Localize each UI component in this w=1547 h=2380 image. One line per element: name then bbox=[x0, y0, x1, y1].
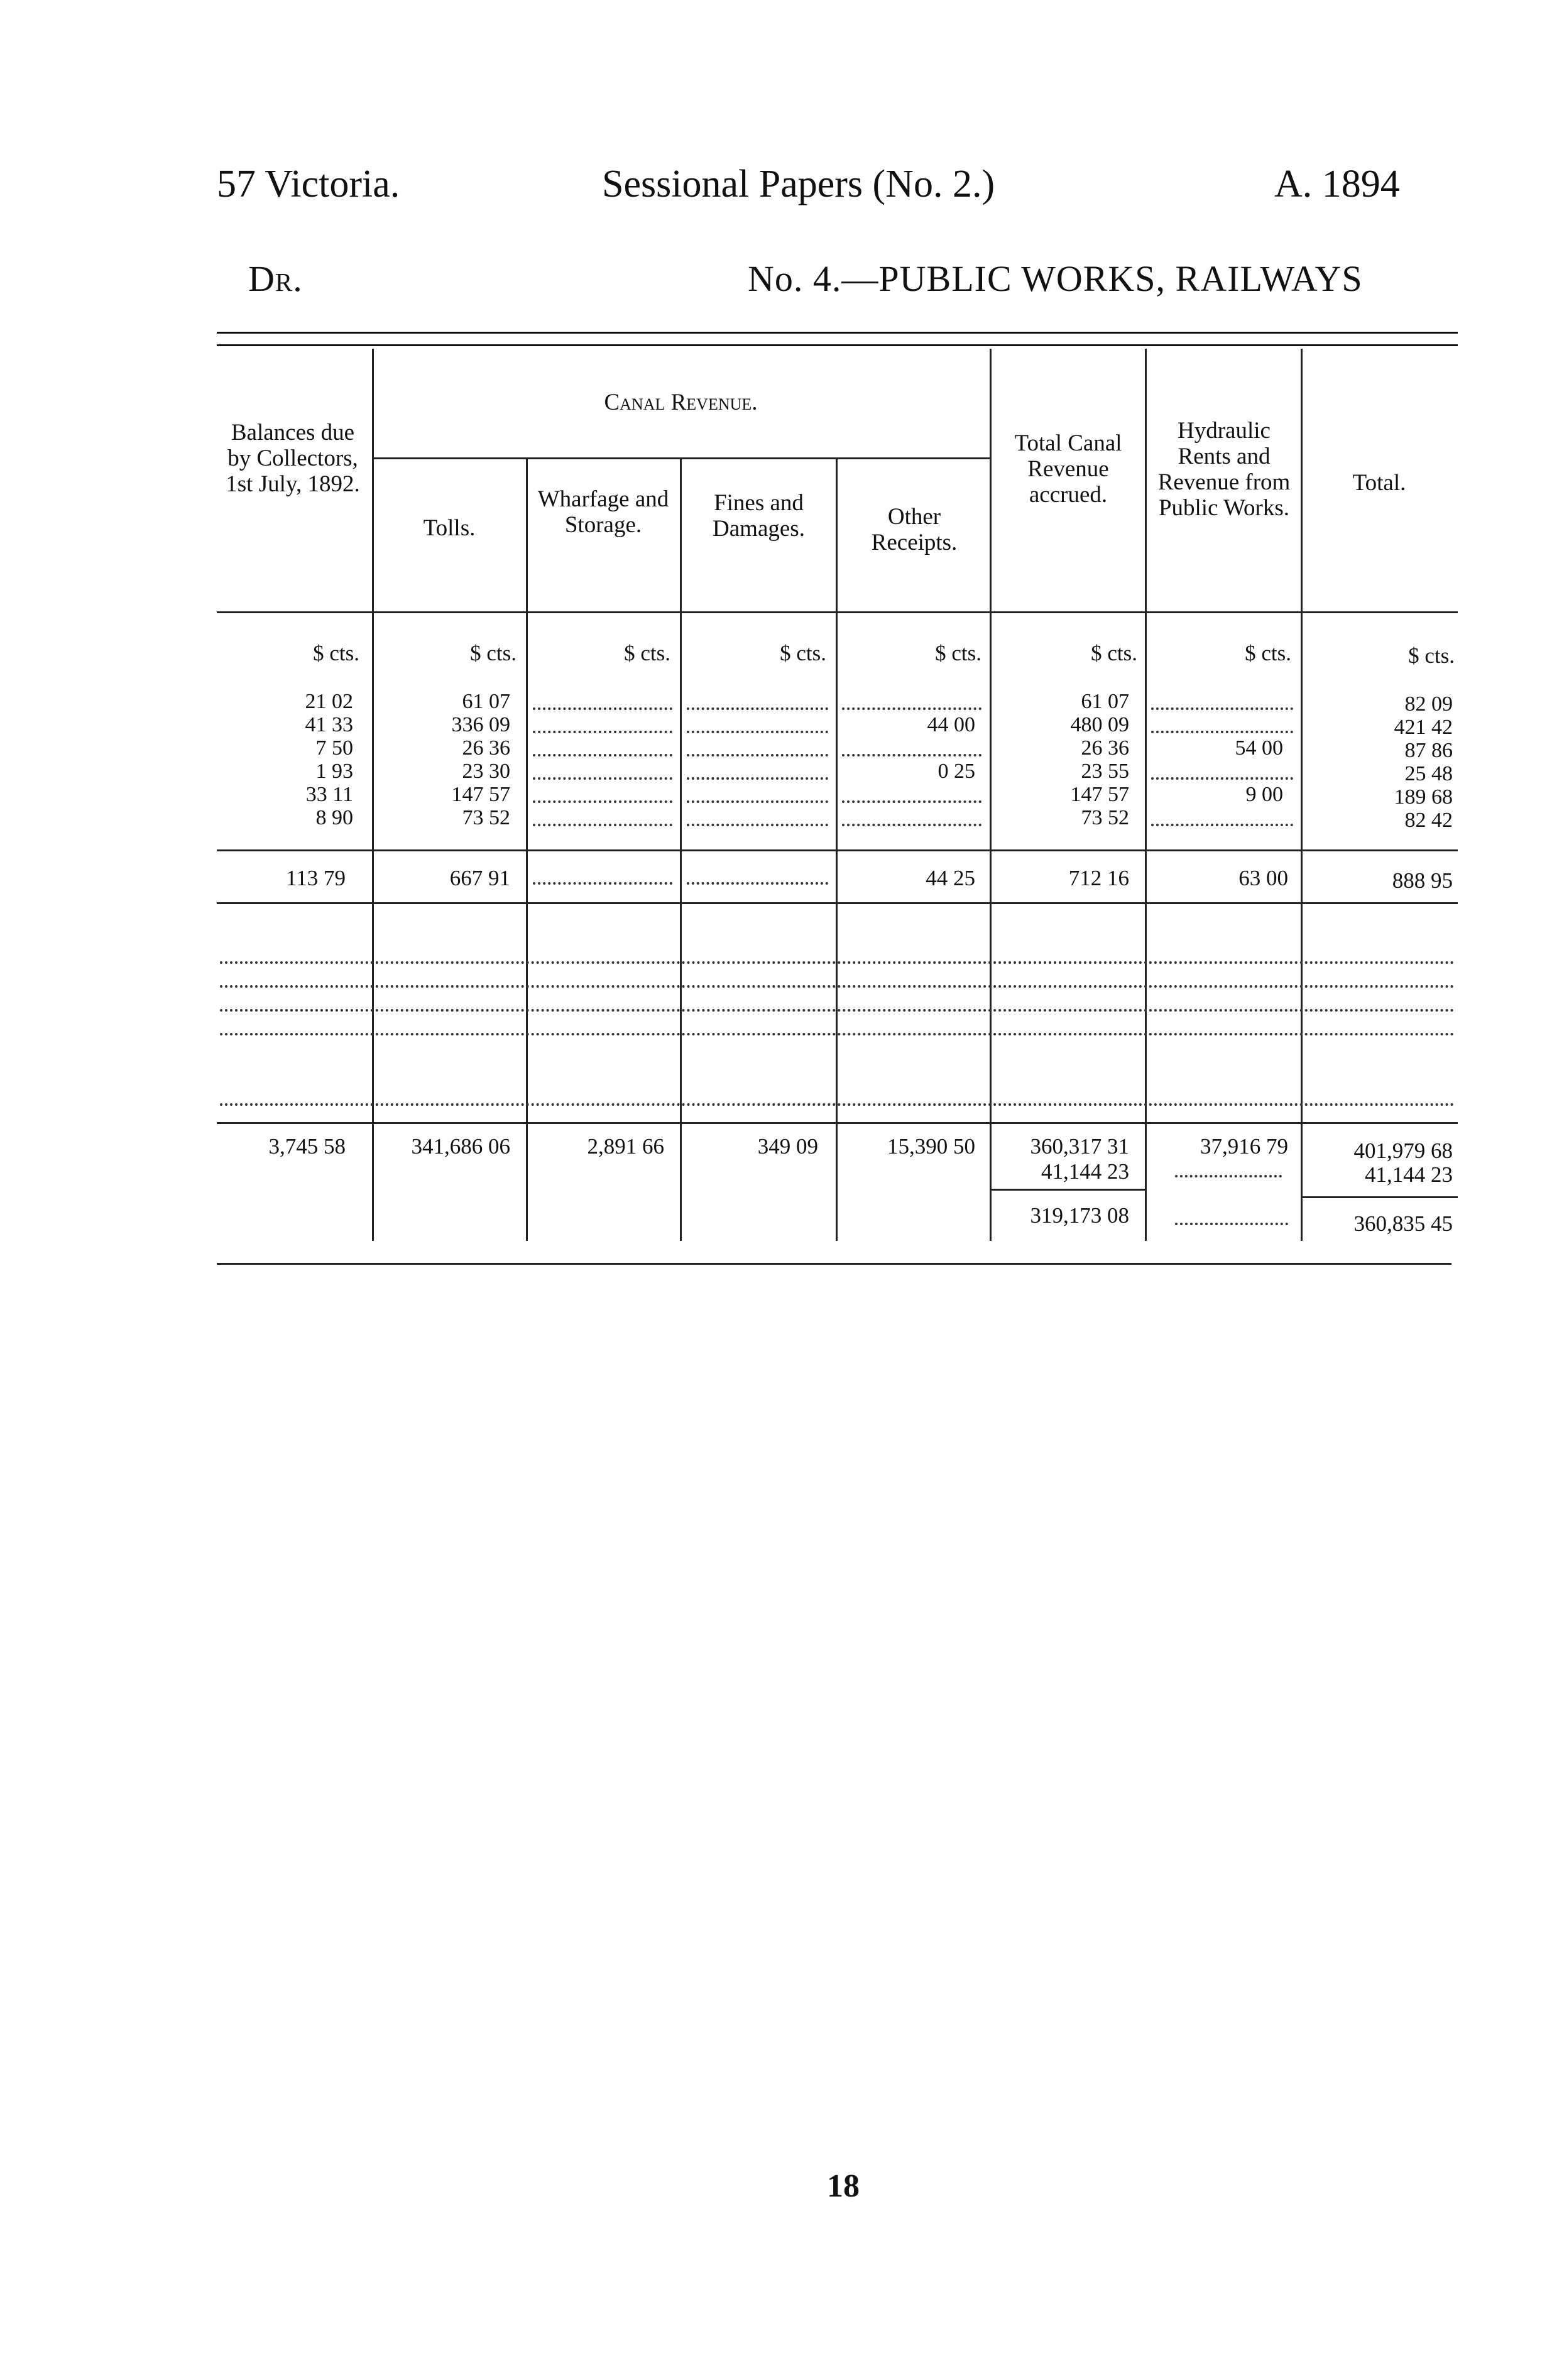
dotted-leader bbox=[533, 800, 672, 803]
detail-other-receipts: 44 00 0 25 bbox=[927, 713, 975, 783]
detail-hydraulic: 54 00 9 00 bbox=[1235, 736, 1283, 806]
dotted-leader bbox=[687, 777, 828, 780]
col-header-wharfage: Wharfage and Storage. bbox=[537, 486, 669, 538]
detail-tolls: 61 07 336 09 26 36 23 30 147 57 73 52 bbox=[451, 690, 510, 829]
col-divider bbox=[990, 349, 992, 1241]
col-divider bbox=[372, 349, 374, 1241]
year-label: A. 1894 bbox=[1274, 163, 1400, 205]
subtotal-tolls: 667 91 bbox=[449, 866, 510, 890]
col-divider bbox=[1301, 349, 1303, 1241]
deduction-total-canal: 41,144 23 bbox=[1041, 1159, 1129, 1184]
grand-total-tolls: 341,686 06 bbox=[411, 1134, 510, 1159]
page-number: 18 bbox=[827, 2168, 860, 2204]
blank-dotted-row bbox=[220, 985, 1455, 988]
col-header-balances: Balances due by Collectors, 1st July, 1892. bbox=[226, 420, 360, 497]
unit-cell: $ cts. bbox=[1408, 643, 1455, 668]
grand-total-rule bbox=[217, 1122, 1458, 1124]
detail-total-canal: 61 07 480 09 26 36 23 55 147 57 73 52 bbox=[1070, 690, 1129, 829]
dotted-leader bbox=[1151, 731, 1293, 733]
session-label: 57 Victoria. bbox=[217, 163, 400, 205]
dotted-leader bbox=[533, 824, 672, 826]
dotted-leader bbox=[842, 754, 981, 756]
subtotal-other-receipts: 44 25 bbox=[926, 866, 975, 890]
dotted-leader bbox=[533, 707, 672, 710]
deduction-total: 41,144 23 bbox=[1365, 1162, 1453, 1187]
statement-title: No. 4.—PUBLIC WORKS, RAILWAYS bbox=[748, 258, 1363, 299]
net-rule bbox=[1301, 1196, 1458, 1198]
dotted-leader bbox=[1151, 777, 1293, 780]
dotted-leader bbox=[1151, 707, 1293, 710]
sessional-papers-label: Sessional Papers (No. 2.) bbox=[602, 163, 995, 205]
col-header-fines: Fines and Damages. bbox=[713, 490, 805, 542]
grand-total-wharfage: 2,891 66 bbox=[587, 1134, 664, 1159]
unit-cell: $ cts. bbox=[780, 641, 826, 665]
debit-label: Dr. bbox=[248, 258, 303, 299]
net-rule bbox=[990, 1189, 1145, 1191]
col-header-hydraulic-rents: Hydraulic Rents and Revenue from Public Works. bbox=[1157, 418, 1291, 521]
header-bottom-rule bbox=[217, 611, 1458, 613]
dotted-leader bbox=[533, 754, 672, 756]
blank-dotted-row bbox=[220, 961, 1455, 964]
net-total-canal: 319,173 08 bbox=[1030, 1203, 1129, 1228]
unit-cell: $ cts. bbox=[470, 641, 517, 665]
subtotal-total-canal: 712 16 bbox=[1068, 866, 1129, 890]
detail-balances: 21 02 41 33 7 50 1 93 33 11 8 90 bbox=[305, 690, 353, 829]
dotted-leader bbox=[687, 754, 828, 756]
dotted-leader bbox=[687, 800, 828, 803]
col-header-tolls: Tolls. bbox=[423, 515, 476, 541]
subtotal-bottom-rule bbox=[217, 902, 1458, 904]
net-total: 360,835 45 bbox=[1353, 1211, 1453, 1236]
col-header-total-canal-revenue: Total Canal Revenue accrued. bbox=[1014, 430, 1122, 508]
dotted-leader bbox=[842, 707, 981, 710]
subtotal-balances: 113 79 bbox=[286, 866, 346, 890]
blank-dotted-row bbox=[220, 1033, 1455, 1035]
unit-cell: $ cts. bbox=[313, 641, 359, 665]
grand-total-balances: 3,745 58 bbox=[268, 1134, 346, 1159]
dotted-leader bbox=[1175, 1175, 1282, 1177]
unit-cell: $ cts. bbox=[935, 641, 981, 665]
col-header-other-receipts: Other Receipts. bbox=[871, 504, 958, 555]
top-rule bbox=[217, 332, 1458, 334]
blank-dotted-row bbox=[220, 1103, 1455, 1106]
unit-cell: $ cts. bbox=[1245, 641, 1291, 665]
dotted-leader bbox=[687, 882, 828, 885]
subtotal-top-rule bbox=[217, 849, 1458, 851]
dotted-leader bbox=[687, 731, 828, 733]
subtotal-total: 888 95 bbox=[1392, 868, 1453, 893]
col-divider bbox=[1145, 349, 1147, 1241]
dotted-leader bbox=[842, 800, 981, 803]
grand-total-fines: 349 09 bbox=[757, 1134, 818, 1159]
table-bottom-rule bbox=[217, 1263, 1451, 1265]
dotted-leader bbox=[1175, 1223, 1288, 1225]
group-header-canal-revenue: Canal Revenue. bbox=[604, 390, 758, 415]
unit-cell: $ cts. bbox=[1091, 641, 1137, 665]
col-header-total: Total. bbox=[1352, 470, 1406, 496]
grand-total-hydraulic: 37,916 79 bbox=[1200, 1134, 1288, 1159]
detail-total: 82 09 421 42 87 86 25 48 189 68 82 42 bbox=[1394, 692, 1453, 832]
subtotal-hydraulic: 63 00 bbox=[1238, 866, 1288, 890]
dotted-leader bbox=[842, 824, 981, 826]
dotted-leader bbox=[533, 731, 672, 733]
group-header-rule bbox=[372, 457, 990, 459]
dotted-leader bbox=[1151, 824, 1293, 826]
dotted-leader bbox=[687, 707, 828, 710]
blank-dotted-row bbox=[220, 1009, 1455, 1012]
dotted-leader bbox=[533, 882, 672, 885]
grand-total-total-canal: 360,317 31 bbox=[1030, 1134, 1129, 1159]
dotted-leader bbox=[687, 824, 828, 826]
grand-total-other-receipts: 15,390 50 bbox=[887, 1134, 975, 1159]
unit-cell: $ cts. bbox=[624, 641, 670, 665]
grand-total-total: 401,979 68 bbox=[1353, 1138, 1453, 1163]
dotted-leader bbox=[533, 777, 672, 780]
top-rule-second bbox=[217, 344, 1458, 346]
